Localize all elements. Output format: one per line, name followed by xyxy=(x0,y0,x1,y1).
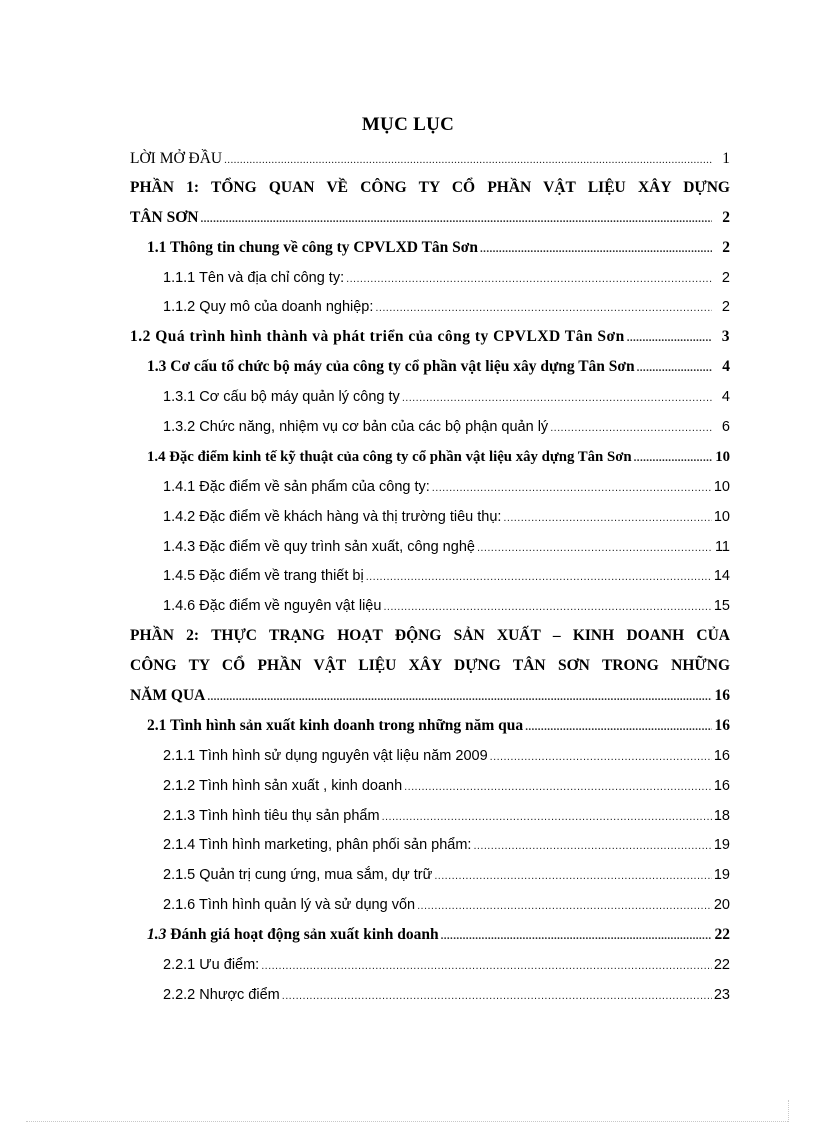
toc-entry-label-line1: PHẦN 1: TỔNG QUAN VỀ CÔNG TY CỔ PHẦN VẬT LIỆU XÂY DỰNG xyxy=(130,179,730,196)
page-border-corner xyxy=(788,1100,789,1122)
toc-entry-2-1-1[interactable] xyxy=(163,746,730,767)
toc-page-number: 10 xyxy=(713,479,730,495)
toc-part-heading-line[interactable] xyxy=(130,626,730,646)
toc-entry-1-3[interactable] xyxy=(147,357,730,378)
toc-entry-2-2-1[interactable] xyxy=(163,955,730,976)
toc-page-number: 20 xyxy=(713,897,730,913)
leader-dots xyxy=(375,298,712,318)
leader-dots xyxy=(634,448,712,468)
toc-entry-2-1-2[interactable] xyxy=(163,776,730,797)
leader-dots xyxy=(434,866,712,886)
toc-entry-label: 2.2.1 Ưu điểm: xyxy=(163,957,260,973)
toc-page-number: 10 xyxy=(713,509,730,525)
toc-entry-label: 1.3.1 Cơ cấu bộ máy quản lý công ty xyxy=(163,389,400,405)
toc-entry-label: 1.1.2 Quy mô của doanh nghiệp: xyxy=(163,299,374,315)
toc-entry-text: Đánh giá hoạt động sản xuất kinh doanh xyxy=(166,926,439,943)
toc-entry-label: 2.1.2 Tình hình sản xuất , kinh doanh xyxy=(163,778,403,794)
toc-entry-label: 2.1.6 Tình hình quản lý và sử dụng vốn xyxy=(163,897,416,913)
toc-entry-1-1-1[interactable] xyxy=(163,268,730,289)
toc-entry-1-4-5[interactable] xyxy=(163,566,730,587)
toc-page-number: 16 xyxy=(714,687,730,704)
leader-dots xyxy=(404,777,712,797)
toc-page-number: 23 xyxy=(713,987,730,1003)
toc-entry-label: 1.1 Thông tin chung về công ty CPVLXD Tân Sơn xyxy=(147,239,479,256)
toc-entry-label: TÂN SƠN xyxy=(130,209,199,226)
toc-entry-part-2[interactable] xyxy=(130,686,730,707)
toc-entry-1-4[interactable] xyxy=(147,447,730,468)
leader-dots xyxy=(637,358,712,378)
toc-page-number: 6 xyxy=(721,419,730,435)
toc-entry-label: 2.1.4 Tình hình marketing, phân phối sản phẩm: xyxy=(163,837,472,853)
leader-dots xyxy=(525,717,712,737)
toc-entry-label: 1.3.2 Chức năng, nhiệm vụ cơ bản của các bộ phận quản lý xyxy=(163,419,549,435)
page-border-bottom xyxy=(26,1121,788,1122)
toc-entry-label: 1.3 Cơ cấu tổ chức bộ máy của công ty cổ phần vật liệu xây dựng Tân Sơn xyxy=(147,358,635,375)
toc-entry-2-1-3[interactable] xyxy=(163,806,730,827)
toc-entry-label: 2.1.5 Quản trị cung ứng, mua sắm, dự trữ xyxy=(163,867,433,883)
toc-entry-label: 1.2 Quá trình hình thành và phát triển của công ty CPVLXD Tân Sơn xyxy=(130,328,625,345)
toc-entry-1-3-1[interactable] xyxy=(163,387,730,408)
toc-page-number: 3 xyxy=(721,328,730,345)
leader-dots xyxy=(503,508,711,528)
toc-entry-2-1-5[interactable] xyxy=(163,865,730,886)
toc-entry-label: 1.4.1 Đặc điểm về sản phẩm của công ty: xyxy=(163,479,430,495)
toc-entry-label: NĂM QUA xyxy=(130,687,206,704)
toc-page-number: 2 xyxy=(722,239,730,256)
toc-part-heading-line[interactable] xyxy=(130,178,730,198)
toc-entry-number: 1.3 xyxy=(147,926,167,943)
toc-entry-1-4-1[interactable] xyxy=(163,477,730,498)
leader-dots xyxy=(432,478,712,498)
toc-entry-1-1-2[interactable] xyxy=(163,297,730,318)
toc-page-number: 19 xyxy=(713,837,730,853)
toc-entry-label: 2.1.3 Tình hình tiêu thụ sản phẩm xyxy=(163,808,380,824)
toc-page-number: 4 xyxy=(722,358,730,375)
toc-entry-label: 1.4.5 Đặc điểm về trang thiết bị xyxy=(163,568,364,584)
toc-page-number: 1 xyxy=(722,150,730,167)
page-title: MỤC LỤC xyxy=(361,114,455,135)
leader-dots xyxy=(382,807,712,827)
leader-dots xyxy=(200,209,712,229)
toc-entry-1-4-6[interactable] xyxy=(163,596,730,617)
toc-entry-2-1-4[interactable] xyxy=(163,835,730,856)
toc-page-number: 22 xyxy=(713,957,730,973)
toc-entry-1-2[interactable] xyxy=(130,327,730,348)
toc-page-number: 16 xyxy=(713,748,730,764)
toc-entry-label: 2.1.1 Tình hình sử dụng nguyên vật liệu năm 2009 xyxy=(163,748,488,764)
toc-entry-2-1-6[interactable] xyxy=(163,895,730,916)
toc-entry-label: 2.1 Tình hình sản xuất kinh doanh trong những năm qua xyxy=(147,717,524,734)
toc-entry-label: 2.2.2 Nhược điểm xyxy=(163,987,280,1003)
toc-entry-2-2-2[interactable] xyxy=(163,985,730,1006)
leader-dots xyxy=(473,836,711,856)
toc-entry-1-1[interactable] xyxy=(147,238,730,259)
toc-page-number: 16 xyxy=(714,717,730,734)
leader-dots xyxy=(441,926,712,946)
toc-page-number: 2 xyxy=(721,270,730,286)
leader-dots xyxy=(490,747,712,767)
toc-page-number: 16 xyxy=(713,778,730,794)
toc-entry-label: 1.4.2 Đặc điểm về khách hàng và thị trường tiêu thụ: xyxy=(163,509,502,525)
toc-page-number: 15 xyxy=(713,598,730,614)
toc-entry-1-4-2[interactable] xyxy=(163,507,730,528)
toc-entry-1-4-3[interactable] xyxy=(163,537,730,558)
toc-entry-label: 1.4.3 Đặc điểm về quy trình sản xuất, công nghệ xyxy=(163,539,475,555)
leader-dots xyxy=(417,896,712,916)
leader-dots xyxy=(402,388,712,408)
toc-page-number: 4 xyxy=(721,389,730,405)
toc-entry-label xyxy=(147,925,439,945)
toc-entry-label-line2: CÔNG TY CỔ PHẦN VẬT LIỆU XÂY DỰNG TÂN SƠN TRONG NHỮNG xyxy=(130,657,730,674)
leader-dots xyxy=(207,687,712,707)
toc-part-heading-line[interactable] xyxy=(130,656,730,676)
toc-entry-label: 1.1.1 Tên và địa chỉ công ty: xyxy=(163,270,345,286)
toc-entry-2-1[interactable] xyxy=(147,716,730,737)
leader-dots xyxy=(366,567,712,587)
toc-page-number: 19 xyxy=(713,867,730,883)
toc-page-number: 18 xyxy=(713,808,730,824)
leader-dots xyxy=(550,418,712,438)
leader-dots xyxy=(282,986,712,1006)
toc-entry-label: 1.4.6 Đặc điểm về nguyên vật liệu xyxy=(163,598,382,614)
toc-page-number: 22 xyxy=(714,926,730,943)
toc-entry-1-3-2[interactable] xyxy=(163,417,730,438)
toc-page-number: 10 xyxy=(715,449,730,465)
toc-page-number: 2 xyxy=(721,299,730,315)
leader-dots xyxy=(224,150,712,170)
leader-dots xyxy=(383,597,711,617)
leader-dots xyxy=(261,956,712,976)
toc-page-number: 2 xyxy=(722,209,730,226)
leader-dots xyxy=(477,538,712,558)
toc-page-number: 14 xyxy=(713,568,730,584)
toc-entry-part-1[interactable] xyxy=(130,208,730,229)
toc-entry-foreword[interactable] xyxy=(130,149,730,170)
toc-entry-label: LỜI MỞ ĐẦU xyxy=(130,150,223,167)
toc-entry-label: 1.4 Đặc điểm kinh tế kỹ thuật của công ty cổ phần vật liệu xây dựng Tân Sơn xyxy=(147,449,632,465)
toc-page-number: 11 xyxy=(714,539,730,555)
toc-entry-evaluation[interactable] xyxy=(147,925,730,946)
leader-dots xyxy=(346,269,712,289)
leader-dots xyxy=(480,239,712,259)
leader-dots xyxy=(627,328,712,348)
toc-entry-label-line1: PHẦN 2: THỰC TRẠNG HOẠT ĐỘNG SẢN XUẤT – KINH DOANH CỦA xyxy=(130,627,730,644)
